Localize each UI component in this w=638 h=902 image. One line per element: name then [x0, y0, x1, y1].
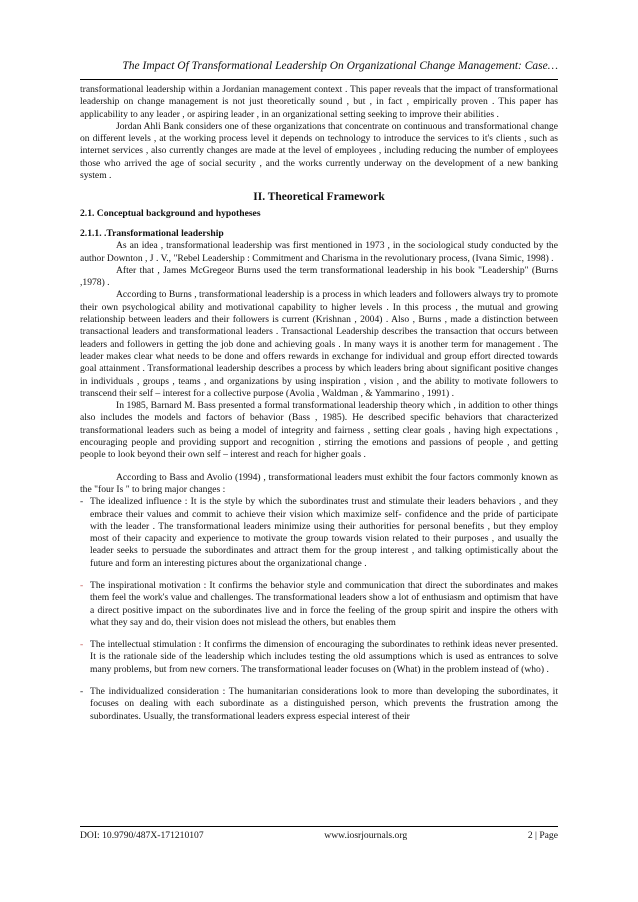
list-item-text: The inspirational motivation : It confirms the behavior style and communication that direct the subordinates and makes them feel the work's value and challenges. The transformational leaders show a lot of enthusiasm and optimism that have a direct positive impact on the subordinates live and in force the feeling of the group spirit and inspire the others with what they say and do, their vision does not mislead the others, but enables them — [90, 579, 558, 628]
footer-page-number: 2 | Page — [527, 830, 558, 841]
list-item — [80, 580, 558, 629]
list-item-text: The idealized influence : It is the style by which the subordinates trust and stimulate their leaders behaviors , and they embrace their values and commit to achieve their vision which maximize self- confidence and the pride of participate with the leader . The transformational leaders minimize using their authorities for personal benefits , but they employ most of their capacity and experience to motivate the group towards vision related to their purposes , and usually the leader seeks to persuade the subordinates and attract them for the group interest , and talking optimistically about the future and form an interesting pictures about the organizational change . — [90, 496, 558, 569]
paragraph: In 1985, Barnard M. Bass presented a formal transformational leadership theory which , in addition to other things also includes the models and factors of behavior (Bass , 1985). He described specific behaviors that characterized transformational leaders such as being a model of integrity and fairness , setting clear goals , having high expectations , encouraging people and providing support and recognition , stirring the emotions and passions of people , and getting people to look beyond their own self – interest and reach for higher goals . — [80, 400, 558, 461]
list-item — [80, 639, 558, 676]
running-title: The Impact Of Transformational Leadership On Organizational Change Management: Case… — [122, 60, 558, 72]
footer-website: www.iosrjournals.org — [324, 830, 408, 841]
paragraph: As an idea , transformational leadership was first mentioned in 1973 , in the sociological study conducted by the author Downton , J . V., "Rebel Leadership : Commitment and Charisma in the revolutionary process, (Ivana Simic, 1998) . — [80, 240, 558, 264]
paragraph: transformational leadership within a Jordanian management context . This paper reveals that the impact of transformational leadership on change management is not just theoretically sound , but , in fact , empirically proven . This paper has applicability to any leader , or aspiring leader , in an organizational setting seeking to improve their abilities . — [80, 84, 558, 120]
subsubsection-heading: 2.1.1. .Transformational leadership — [80, 227, 224, 239]
page-body — [80, 84, 558, 723]
list-item — [80, 686, 558, 723]
paragraph: Jordan Ahli Bank considers one of these organizations that concentrate on continuous and transformational change on different levels , at the working process level it depends on technology to introduce the services to it's clients , such as internet services , also currently changes are made at the level of employees , including reducing the number of employees those who arrived the age of social security , and the works currently underway on the development of a new banking system . — [80, 120, 558, 182]
paragraph: According to Burns , transformational leadership is a process in which leaders and followers always try to promote their own psychological ability and motivational capability to higher levels . In this process , the mutual and growing relationship between leaders and their followers is current (Krishnan , 2004) . Also , Burns , made a distinction between transactional leaders and transformational leaders . Transactional Leadership describes the transaction that occurs between leaders and followers in getting the job done and achieving goals . In many ways it is another term for management . The leader makes clear what needs to be done and offers rewards in exchange for individual and group effort directed towards goal attainment . Transformational leadership describes a process by which leaders bring about significant positive changes in individuals , groups , teams , and organizations by using inspiration , vision , and the ability to motivate followers to transcend their self – interest for a collective purpose (Avolia , Waldman , & Yammarino , 1991) . — [80, 289, 558, 399]
footer-rule — [80, 826, 558, 827]
list-dash: - — [80, 496, 84, 508]
list-item-text: The individualized consideration : The humanitarian considerations look to more than developing the subordinates, it focuses on dealing with each subordinate as a distinguished person, which prevents the frustration among the subordinates. Usually, the transformational leaders express especial interest of their — [90, 686, 558, 722]
paragraph: After that , James McGregeor Burns used the term transformational leadership in his book "Leadership" (Burns ,1978) . — [80, 264, 558, 289]
page-footer — [80, 830, 558, 841]
footer-doi: DOI: 10.9790/487X-171210107 — [80, 830, 204, 841]
header-rule — [80, 79, 558, 80]
list-dash: - — [80, 639, 84, 651]
subsection-heading: 2.1. Conceptual background and hypotheses — [80, 207, 261, 219]
paragraph: According to Bass and Avolio (1994) , transformational leaders must exhibit the four factors commonly known as the "four Is " to bring major changes : — [80, 471, 558, 495]
list-dash: - — [80, 579, 84, 591]
section-heading: II. Theoretical Framework — [253, 191, 385, 204]
list-item — [80, 496, 558, 570]
list-dash: - — [80, 686, 84, 698]
list-item-text: The intellectual stimulation : It confirms the dimension of encouraging the subordinates to rethink ideas never presented. It is the rationale side of the leadership which includes testing the old assumptions which is used as entrances to solve many problems, but from new corners. The transformational leader focuses on (What) in the problem instead of (who) . — [90, 639, 558, 675]
